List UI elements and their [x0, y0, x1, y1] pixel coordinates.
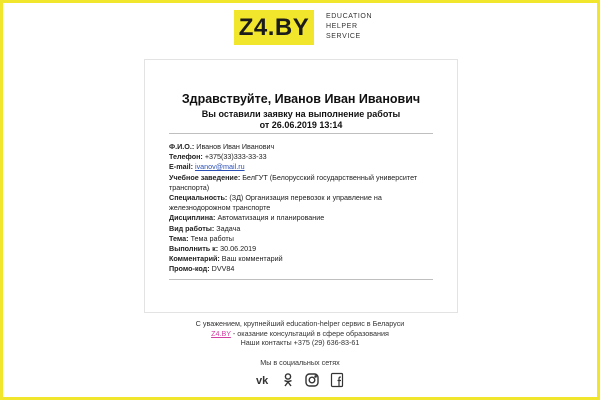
svg-text:vk: vk	[256, 375, 269, 387]
footer-line: С уважением, крупнейший education-helper сервис в Беларуси	[195, 319, 405, 328]
facebook-icon[interactable]	[328, 371, 346, 389]
request-date: от 26.06.2019 13:14	[259, 120, 343, 130]
field-label: Дисциплина:	[169, 213, 216, 223]
logo-tagline	[326, 12, 396, 42]
request-subtitle	[145, 109, 457, 131]
field-value: Иванов Иван Иванович	[196, 142, 275, 151]
field-value: Тема работы	[190, 233, 234, 243]
field-value: Ваш комментарий	[221, 254, 283, 264]
field-value: DVV84	[211, 264, 235, 274]
tagline-line: EDUCATION	[326, 13, 373, 20]
request-card	[144, 59, 458, 313]
footer-text: - оказание консультаций в сфере образования	[230, 328, 389, 338]
field-value: Автоматизация и планирование	[217, 213, 325, 223]
field-specialty	[169, 193, 435, 213]
field-value: +375(33)333-33-33	[204, 152, 267, 162]
field-label: Специальность:	[169, 193, 228, 203]
field-value: (ЗД) Организация перевозок и управление на железнодорожном транспорте	[169, 193, 382, 213]
contacts-line: Наши контакты +375 (29) 636-83-61	[240, 338, 360, 347]
odnoklassniki-icon[interactable]	[279, 371, 297, 389]
field-label: Телефон:	[169, 152, 203, 162]
field-comment	[169, 254, 435, 264]
subtitle-line: Вы оставили заявку на выполнение работы	[201, 109, 401, 119]
field-value: Задача	[216, 223, 241, 233]
field-work-type	[169, 224, 435, 234]
field-institution	[169, 173, 435, 193]
footer	[0, 319, 600, 348]
z4-logo[interactable]: Z4.BY	[234, 10, 314, 45]
field-label: E-mail:	[169, 162, 193, 172]
divider-top	[169, 133, 433, 134]
greeting-title: Здравствуйте, Иванов Иван Иванович	[181, 92, 421, 106]
field-promo	[169, 264, 435, 274]
email-link[interactable]: ivanov@mail.ru	[194, 162, 245, 172]
field-topic	[169, 234, 435, 244]
field-phone	[169, 152, 435, 162]
footer-line	[0, 329, 600, 339]
field-value: БелГУТ (Белорусский государственный университет транспорта)	[169, 172, 418, 192]
tagline-line: SERVICE	[326, 33, 361, 40]
social-links	[254, 370, 346, 390]
social-title: Мы в социальных сетях	[260, 358, 340, 367]
field-label: Тема:	[169, 233, 189, 243]
instagram-icon[interactable]	[303, 371, 321, 389]
request-details	[169, 142, 435, 275]
field-value: 30.06.2019	[220, 244, 257, 254]
field-label: Вид работы:	[169, 223, 215, 233]
vk-icon[interactable]	[254, 371, 272, 389]
field-label: Выполнить к:	[169, 244, 219, 254]
divider-bottom	[169, 279, 433, 280]
field-email	[169, 162, 435, 172]
field-fio	[169, 142, 435, 152]
field-label: Промо-код:	[169, 264, 210, 274]
tagline-line: HELPER	[326, 23, 358, 30]
field-discipline	[169, 213, 435, 223]
field-label: Комментарий:	[169, 254, 220, 264]
field-label: Ф.И.О.:	[169, 142, 195, 151]
field-deadline	[169, 244, 435, 254]
field-label: Учебное заведение:	[169, 172, 241, 182]
brand-link[interactable]: Z4.BY	[211, 328, 231, 338]
